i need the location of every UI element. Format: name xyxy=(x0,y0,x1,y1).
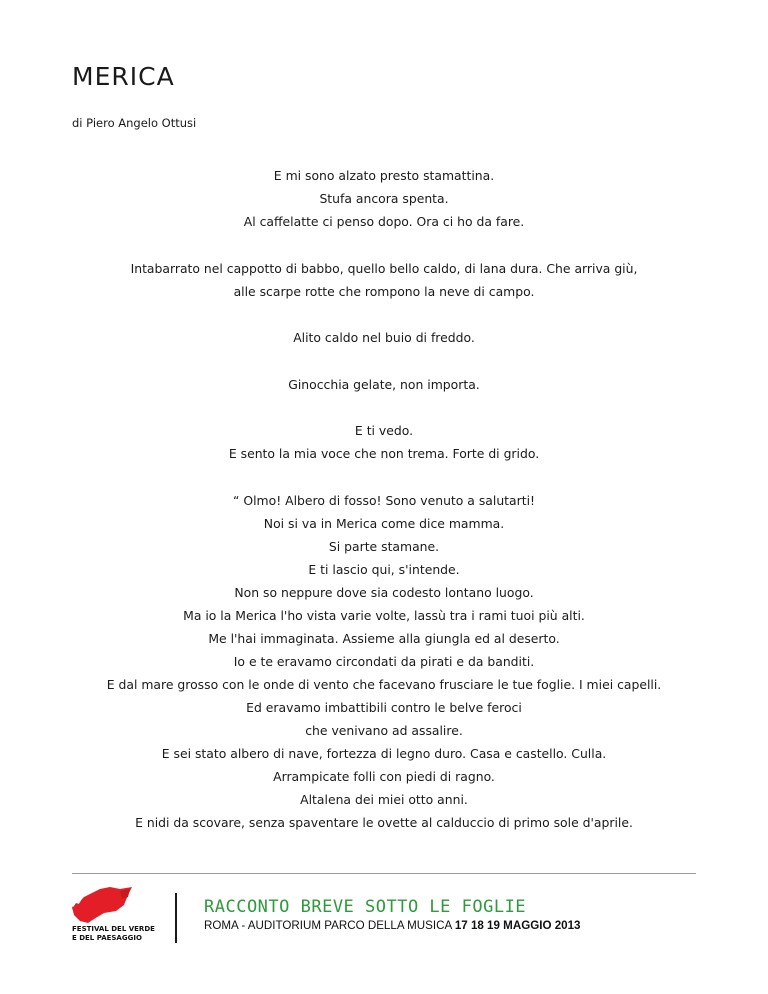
poem-line: Altalena dei miei otto anni. xyxy=(300,791,468,807)
stanza-gap xyxy=(40,396,728,420)
footer-dates: 17 18 19 MAGGIO 2013 xyxy=(454,919,581,932)
poem-line: Ginocchia gelate, non importa. xyxy=(288,376,480,392)
poem-line: E nidi da scovare, senza spaventare le ovette al calduccio di primo sole d'aprile. xyxy=(135,814,633,830)
document-title: MERICA xyxy=(72,62,175,91)
poem-line: E sento la mia voce che non trema. Forte di grido. xyxy=(228,446,540,461)
festival-logo-text xyxy=(72,925,155,943)
poem-line: Arrampicate folli con piedi di ragno. xyxy=(273,768,495,784)
poem-line: alle scarpe rotte che rompono la neve di campo. xyxy=(233,283,535,299)
poem-line: Alito caldo nel buio di freddo. xyxy=(293,330,475,345)
logo-line-2: E DEL PAESAGGIO xyxy=(72,934,142,942)
stanza-gap xyxy=(40,349,728,373)
poem-line: Ma io la Merica l'ho vista varie volte, lassù tra i rami tuoi più alti. xyxy=(183,607,585,623)
footer-divider xyxy=(72,873,696,874)
stanza-gap xyxy=(40,465,728,489)
poem-line: Ed eravamo imbattibili contro le belve feroci xyxy=(246,699,522,715)
footer-event-title: RACCONTO BREVE SOTTO LE FOGLIE xyxy=(204,897,527,917)
poem-line: E dal mare grosso con le onde di vento che facevano frusciare le tue foglie. I miei capelli. xyxy=(106,676,662,692)
poem-line: Intabarrato nel cappotto di babbo, quello bello caldo, di lana dura. Che arriva giù, xyxy=(130,260,638,276)
logo-line-1: FESTIVAL DEL VERDE xyxy=(72,925,155,933)
poem-line: E mi sono alzato presto stamattina. xyxy=(273,168,495,183)
poem-line: Al caffelatte ci penso dopo. Ora ci ho da fare. xyxy=(243,214,525,229)
poem-line: “ Olmo! Albero di fosso! Sono venuto a salutarti! xyxy=(233,492,535,508)
poem-line: Stufa ancora spenta. xyxy=(319,191,449,206)
poem-line: Noi si va in Merica come dice mamma. xyxy=(263,515,505,531)
poem-line: Si parte stamane. xyxy=(328,538,440,554)
author-byline: di Piero Angelo Ottusi xyxy=(72,116,197,130)
stanza-gap xyxy=(40,303,728,327)
footer-vertical-bar xyxy=(175,893,177,943)
poem-line: Me l'hai immaginata. Assieme alla giungla ed al deserto. xyxy=(208,630,560,646)
footer-event-details xyxy=(204,919,581,932)
poem-line: Non so neppure dove sia codesto lontano luogo. xyxy=(234,584,534,600)
poem-line: Io e te eravamo circondati da pirati e da banditi. xyxy=(233,653,535,669)
poem-line: E sei stato albero di nave, fortezza di legno duro. Casa e castello. Culla. xyxy=(161,745,607,761)
poem-line: E ti vedo. xyxy=(354,423,414,438)
footer-venue: ROMA - AUDITORIUM PARCO DELLA MUSICA xyxy=(204,919,455,932)
stanza-gap xyxy=(40,233,728,257)
poem-line: che venivano ad assalire. xyxy=(305,722,463,738)
poem-body xyxy=(40,164,728,834)
poem-line: E ti lascio qui, s'intende. xyxy=(308,561,460,577)
